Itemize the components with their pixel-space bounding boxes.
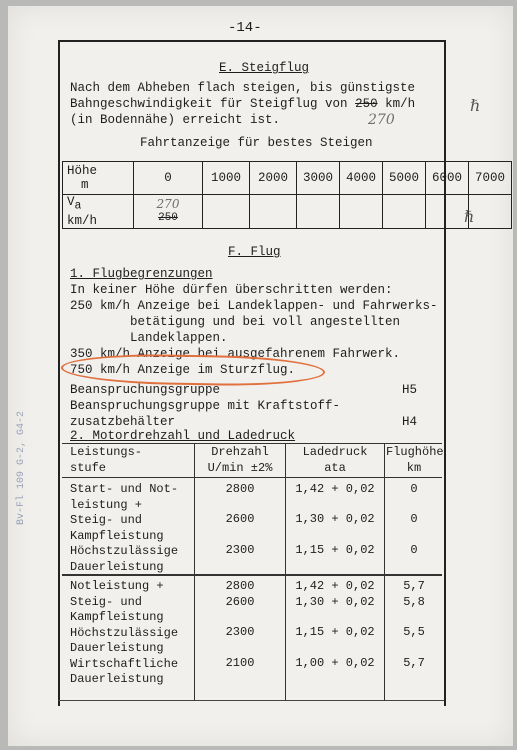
altitude-cell: 0 [410,543,418,557]
speed-handwritten: 270 [368,112,395,128]
engine-table-top-rule [62,443,442,444]
altitude-cell: 1000 [203,162,250,195]
ata-cell: 1,15 + 0,02 [295,543,375,557]
side-stamp: Bv-Fl 109 G-2, G4-2 [16,410,27,525]
rpm-cell: 2300 [225,625,255,639]
altitude-cell: 5,8 [403,595,425,609]
rpm-cell: 2800 [225,579,255,593]
engine-table-col-rule [384,443,385,701]
speed-cell [250,195,297,229]
engine-table-col-rule [194,443,195,701]
header-ata: Ladedruck ata [302,445,368,475]
group-label-2: Beanspruchungsgruppe mit Kraftstoff- [70,399,341,413]
frame-bottom-rule [58,700,444,701]
stage-cell: Notleistung + Steig- und Kampfleistung Höchstzulässige Dauerleistung Wirtschaftliche Dauerleistung [70,579,179,686]
ata-cell: 1,00 + 0,02 [295,656,375,670]
limit-line-2: 250 km/h Anzeige bei Landeklappen- und Fahrwerks- [70,299,438,313]
group-value-1: H5 [402,383,418,397]
engine-table-col-rule [285,443,286,701]
speed-cell [297,195,340,229]
stage-cell: Start- und Not- leistung + Steig- und Kampfleistung Höchstzulässige Dauerleistung [70,482,179,574]
header-stage: Leistungs- stufe [70,445,143,475]
group-label-2b: zusatzbehälter [70,415,176,429]
group-label-1: Beanspruchungsgruppe [70,383,221,397]
altitude-row [63,162,512,195]
limit-line-4: Landeklappen. [70,331,228,345]
rpm-cell: 2100 [225,656,255,670]
group-value-2: H4 [402,415,418,429]
rpm-cell: 2600 [225,512,255,526]
altitude-label: Höhe m [63,162,134,195]
altitude-cell: 5,5 [403,625,425,639]
speed-label: $V_a$ km/h [63,195,134,229]
rpm-cell: 2300 [225,543,255,557]
altitude-cell: 0 [134,162,203,195]
climb-speed-table [62,161,512,229]
ata-cell: 1,30 + 0,02 [295,512,375,526]
header-altitude: Flughöhe km [386,445,444,475]
speed-cell [340,195,383,229]
limit-line-5: 350 km/h Anzeige bei ausgefahrenem Fahrwerk. [70,347,401,361]
speed-cell [203,195,250,229]
altitude-cell: 3000 [297,162,340,195]
limit-line-3: betätigung und bei voll angestellten [70,315,401,329]
table-caption: Fahrtanzeige für bestes Steigen [140,136,373,150]
flight-limits-title: 1. Flugbegrenzungen [70,267,213,281]
ata-cell: 1,42 + 0,02 [295,579,375,593]
ata-cell: 1,15 + 0,02 [295,625,375,639]
speed-cell [426,195,469,229]
speed-cell [469,195,512,229]
altitude-cell: 0 [410,482,418,496]
limit-line-1: In keiner Höhe dürfen überschritten werden: [70,283,393,297]
section-e-title: E. Steigflug [219,61,310,75]
altitude-cell: 0 [410,512,418,526]
page-number: -14- [228,20,262,36]
altitude-cell: 7000 [469,162,512,195]
altitude-cell: 5000 [383,162,426,195]
altitude-cell: 6000 [426,162,469,195]
section-e-line-2: Bahngeschwindigkeit für Steigflug von 250 km/h [70,97,416,111]
ata-cell: 1,30 + 0,02 [295,595,375,609]
speed-cell [383,195,426,229]
speed-cell-0: 270 250 [134,195,203,229]
speed-row [63,195,512,229]
margin-mark-2: ℏ [464,207,475,226]
rpm-cell: 2600 [225,595,255,609]
section-f-title: F. Flug [228,245,281,259]
ata-cell: 1,42 + 0,02 [295,482,375,496]
altitude-cell: 5,7 [403,656,425,670]
rpm-cell: 2800 [225,482,255,496]
section-e-line-3: (in Bodennähe) erreicht ist. [70,113,281,127]
altitude-cell: 5,7 [403,579,425,593]
section-e-line-1: Nach dem Abheben flach steigen, bis günstigste [70,81,416,95]
speed-unit: km/h [385,97,416,111]
header-rpm: Drehzahl U/min ±2% [207,445,273,475]
margin-mark-1: ℏ [470,96,481,115]
altitude-cell: 4000 [340,162,383,195]
speed-struck: 250 [355,97,378,111]
altitude-cell: 2000 [250,162,297,195]
engine-section-title: 2. Motordrehzahl und Ladedruck [70,429,296,443]
engine-table-header-rule [62,477,442,478]
limit-line-6: 750 km/h Anzeige im Sturzflug. [70,363,296,377]
